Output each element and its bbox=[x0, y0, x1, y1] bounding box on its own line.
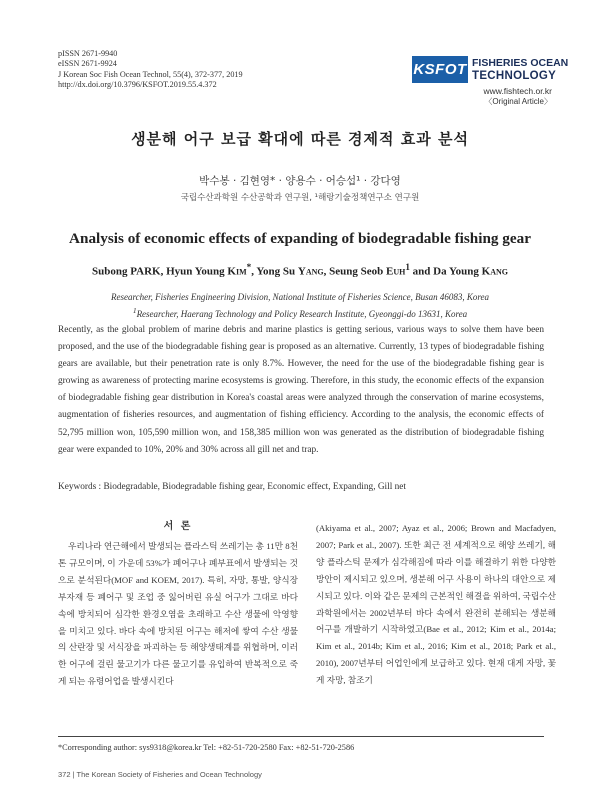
logo-wordmark bbox=[472, 57, 569, 82]
intro-paragraph-left: 우리나라 연근해에서 발생되는 플라스틱 쓰레기는 총 11만 8천톤 규모이며, 이 가운데 53%가 폐어구나 폐부표에서 발생되는 것으로 분석된다(MOF and KOEM, 2017). 특히, 자망, 통발, 양식장 부자재 등 폐어구 및 조업 중 잃어버린 유실 어구가 그대로 바다 속에 방치되어 심각한 환경오염을 초래하고 수산 생물에 악영향을 미치고 있다. 바다 속에 방치된 어구는 해저에 쌓여 수산 생물의 산란장 및 서식장을 파괴하는 등 해양생태계를 위협하며, 이러한 어구에 걸린 물고기가 다른 물고기를 유입하여 반복적으로 죽게 되는 유령어업을 발생시킨다 bbox=[58, 541, 298, 687]
journal-website-block bbox=[430, 86, 552, 107]
pissn: pISSN 2671-9940 bbox=[58, 49, 118, 58]
corresponding-mark: * bbox=[246, 262, 252, 272]
title-korean: 생분해 어구 보급 확대에 따른 경제적 효과 분석 bbox=[131, 130, 469, 148]
affiliation-mark: 1 bbox=[405, 262, 410, 272]
author-surname: Yang bbox=[297, 265, 324, 278]
footnote-divider bbox=[58, 736, 544, 737]
logo-line-2: TECHNOLOGY bbox=[472, 69, 557, 82]
authors-english bbox=[0, 262, 600, 278]
affiliation-english-2 bbox=[0, 306, 600, 319]
intro-left-column bbox=[58, 520, 298, 690]
affiliation-text: Researcher, Fisheries Engineering Division, National Institute of Fisheries Science, Busan 46083, Korea bbox=[110, 292, 490, 302]
doi-link[interactable]: http://dx.doi.org/10.3796/KSFOT.2019.55.4.372 bbox=[58, 79, 217, 89]
journal-logo bbox=[412, 56, 569, 83]
author-text: and Da Young bbox=[409, 265, 482, 278]
author-text: Subong PARK, Hyun Young bbox=[92, 265, 228, 278]
affiliation-text: Researcher, Haerang Technology and Policy Research Institute, Gyeonggi-do 13631, Korea bbox=[136, 309, 468, 319]
logo-line-1: FISHERIES OCEAN bbox=[472, 57, 569, 69]
citation: J Korean Soc Fish Ocean Technol, 55(4), 372-377, 2019 bbox=[58, 69, 243, 79]
author-surname: Kang bbox=[481, 265, 508, 278]
affiliation-korean: 국립수산과학원 수산공학과 연구원, ¹해랑기술정책연구소 연구원 bbox=[180, 193, 420, 203]
journal-info bbox=[58, 49, 243, 90]
website-link[interactable]: www.fishtech.or.kr bbox=[483, 86, 552, 96]
abstract: Recently, as the global problem of marine debris and marine plastics is getting serious, various ways to solve them have been proposed, and the use of the biodegradable fishing gear is proposed as an alternative. Currently, 13 types of biodegradable fishing gears are available, but their penetration rate is only 8.7%. However, the need for the use of the biodegradable fishing gear is growing as awareness of protecting marine ecosystems is growing. Therefore, in this study, the economic effects of the expansion of biodegradable fishing gear distribution in Korea's coastal areas were analyzed through the conservation of marine ecosystems, augmentation of fisheries resources, and augmentation of fishing efficiency. According to the analysis, the economic effects of 52,795 million won, 105,590 million won, and 158,385 million won was generated as the distribution of biodegradable fishing gear were expanded to 10%, 20% and 30% across all gill net and trap. bbox=[58, 325, 544, 455]
author-text: , Yong Su bbox=[251, 265, 298, 278]
section-heading-introduction: 서 론 bbox=[163, 521, 193, 532]
eissn: eISSN 2671-9924 bbox=[58, 59, 117, 69]
author-surname: Kim bbox=[227, 265, 247, 278]
intro-paragraph-right: (Akiyama et al., 2007; Ayaz et al., 2006; Brown and Macfadyen, 2007; Park et al., 2007). 또한 최근 전 세계적으로 해양 쓰레기, 해양 플라스틱 문제가 심각해짐에 따라 이를 해결하기 위한 다양한 방안이 제시되고 있으며, 생분해 어구 사용이 하나의 대안으로 제시되고 있다. 이와 같은 문제의 근본적인 해결을 위하여, 국립수산과학원에서는 2002년부터 바다 속에서 완전히 분해되는 생분해 어구를 개발하기 시작하였고(Bae et al., 2012; Kim et al., 2014a; Kim et al., 2014b; Kim et al., 2016; Kim et al., 2018; Park et al., 2010), 2007년부터 어업인에게 보급하고 있다. 현재 대게 자망, 꽃게 자망, 참조기 bbox=[316, 523, 556, 686]
logo-mark: KSFOT bbox=[412, 56, 468, 83]
author-surname: Euh bbox=[386, 265, 406, 278]
keywords: Keywords : Biodegradable, Biodegradable fishing gear, Economic effect, Expanding, Gill net bbox=[58, 482, 406, 492]
author-text: , Seung Seob bbox=[323, 265, 386, 278]
intro-right-column bbox=[316, 520, 556, 689]
article-type: 〈Original Article〉 bbox=[484, 96, 552, 106]
affiliation-mark: 1 bbox=[132, 306, 137, 315]
affiliation-english-1 bbox=[0, 292, 600, 302]
corresponding-author-footnote: *Corresponding author: sys9318@korea.kr Tel: +82-51-720-2580 Fax: +82-51-720-2586 bbox=[58, 743, 355, 752]
title-english: Analysis of economic effects of expanding of biodegradable fishing gear bbox=[69, 230, 531, 247]
authors-korean: 박수봉 · 김현영* · 양용수 · 어승섭¹ · 강다영 bbox=[199, 175, 401, 187]
page-footer: 372 | The Korean Society of Fisheries and Ocean Technology bbox=[58, 770, 262, 779]
